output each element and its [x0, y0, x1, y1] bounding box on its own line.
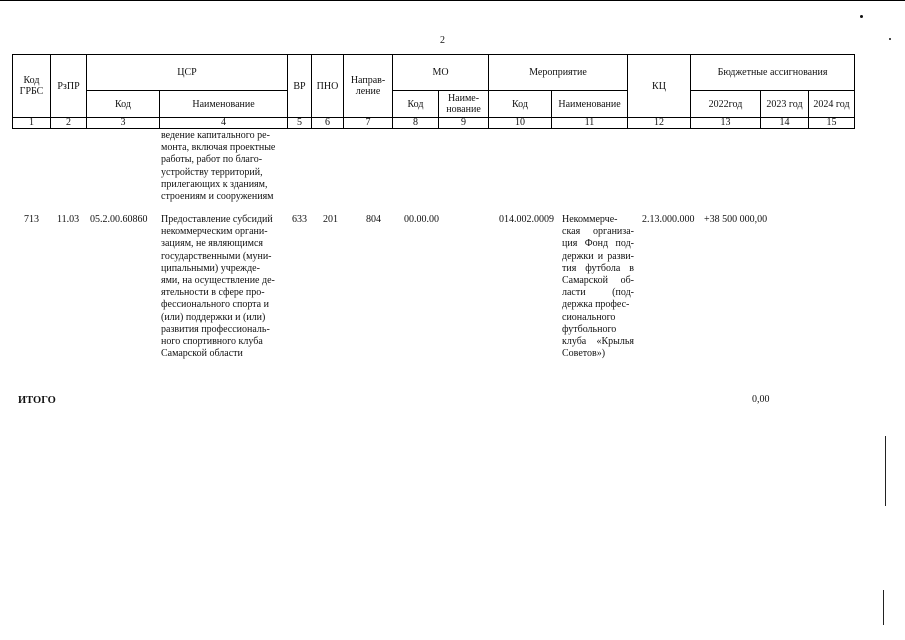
- total-label: ИТОГО: [18, 395, 56, 406]
- column-number: 9: [439, 118, 489, 129]
- column-number: 11: [552, 118, 628, 129]
- column-number: 2: [51, 118, 87, 129]
- column-number: 6: [312, 118, 344, 129]
- text-line: ями, на осуществление де-: [161, 275, 275, 287]
- text-line: ция Фонд под-: [562, 238, 634, 250]
- column-number: 12: [628, 118, 691, 129]
- text-line: развития профессиональ-: [161, 323, 270, 335]
- cell-2022-amount: +38 500 000,00: [704, 214, 768, 225]
- header-merop: Мероприятие: [489, 55, 628, 91]
- column-number: 8: [393, 118, 439, 129]
- text-line: Самарской области: [161, 348, 243, 360]
- cell-napr: 804: [366, 214, 381, 225]
- scan-edge-mark: [885, 436, 886, 506]
- text-line: (или) поддержки и (или): [161, 311, 266, 323]
- text-line: ласти (под-: [562, 287, 634, 299]
- header-vr: ВР: [288, 55, 312, 118]
- text-line: ципальными) учрежде-: [161, 262, 260, 274]
- column-number: 14: [761, 118, 809, 129]
- header-pno: ПНО: [312, 55, 344, 118]
- header-2024: 2024 год: [809, 91, 855, 118]
- text-line: Предоставление субсидий: [161, 214, 273, 225]
- text-line: клуба «Крылья: [562, 336, 634, 348]
- header-csr-name: Наименование: [160, 91, 288, 118]
- header-rzpr: РзПР: [51, 55, 87, 118]
- column-number: 3: [87, 118, 160, 129]
- column-number: 4: [160, 118, 288, 129]
- header-mo: МО: [393, 55, 489, 91]
- text-line: держки и разви-: [562, 250, 634, 262]
- cell-grbs: 713: [24, 214, 39, 225]
- text-line: некоммерческим органи-: [161, 226, 268, 238]
- text-line: ская организа-: [562, 226, 634, 238]
- cell-mo-kod: 00.00.00: [404, 214, 439, 225]
- text-line: ятельности в сфере про-: [161, 287, 265, 299]
- header-napr: Направ-ление: [344, 55, 393, 118]
- column-number: 13: [691, 118, 761, 129]
- text-line: тия футбола в: [562, 262, 634, 274]
- text-line: государственными (муни-: [161, 250, 272, 262]
- cell-pno: 201: [323, 214, 338, 225]
- column-number: 5: [288, 118, 312, 129]
- header-merop-name: Наименование: [552, 91, 628, 118]
- header-merop-kod: Код: [489, 91, 552, 118]
- text-line: зациям, не являющимся: [161, 238, 263, 250]
- continuation-text: [161, 130, 283, 203]
- header-mo-kod: Код: [393, 91, 439, 118]
- text-line: строениям и сооружениям: [161, 191, 274, 203]
- cell-csr-name: [161, 214, 283, 360]
- header-mo-name: Наиме-нование: [439, 91, 489, 118]
- header-csr: ЦСР: [87, 55, 288, 91]
- header-kc: КЦ: [628, 55, 691, 118]
- text-line: фессионального спорта и: [161, 299, 269, 311]
- text-line: футбольного: [562, 323, 617, 335]
- text-line: Советов»): [562, 348, 606, 360]
- cell-rzpr: 11.03: [57, 214, 80, 225]
- text-line: сионального: [562, 311, 616, 323]
- text-line: Самарской об-: [562, 275, 634, 287]
- cell-csr-kod: 05.2.00.60860: [90, 214, 148, 225]
- cell-merop-name: [562, 214, 634, 360]
- page-number: 2: [440, 35, 445, 46]
- scan-edge-mark: [883, 590, 884, 625]
- text-line: держка профес-: [562, 299, 630, 311]
- header-2022: 2022год: [691, 91, 761, 118]
- cell-merop-kod: 014.002.0009: [499, 214, 554, 225]
- column-number: 15: [809, 118, 855, 129]
- scan-speck: [860, 15, 863, 18]
- cell-vr: 633: [292, 214, 307, 225]
- header-kod-grbs: Код ГРБС: [13, 55, 51, 118]
- text-line: ведение капитального ре-: [161, 130, 270, 141]
- text-line: Некоммерче-: [562, 214, 618, 225]
- column-number: 7: [344, 118, 393, 129]
- table-header: [12, 54, 855, 129]
- text-line: прилегающих к зданиям,: [161, 178, 268, 190]
- header-budget: Бюджетные ассигнования: [691, 55, 855, 91]
- total-value: 0,00: [752, 394, 770, 405]
- text-line: ного спортивного клуба: [161, 336, 263, 348]
- scan-speck: [889, 38, 891, 40]
- top-border-line: [0, 0, 905, 1]
- text-line: устройству территорий,: [161, 166, 263, 178]
- column-number: 10: [489, 118, 552, 129]
- text-line: монта, включая проектные: [161, 142, 276, 154]
- column-number: 1: [13, 118, 51, 129]
- header-csr-kod: Код: [87, 91, 160, 118]
- header-2023: 2023 год: [761, 91, 809, 118]
- cell-kc: 2.13.000.000: [642, 214, 695, 225]
- text-line: работы, работ по благо-: [161, 154, 263, 166]
